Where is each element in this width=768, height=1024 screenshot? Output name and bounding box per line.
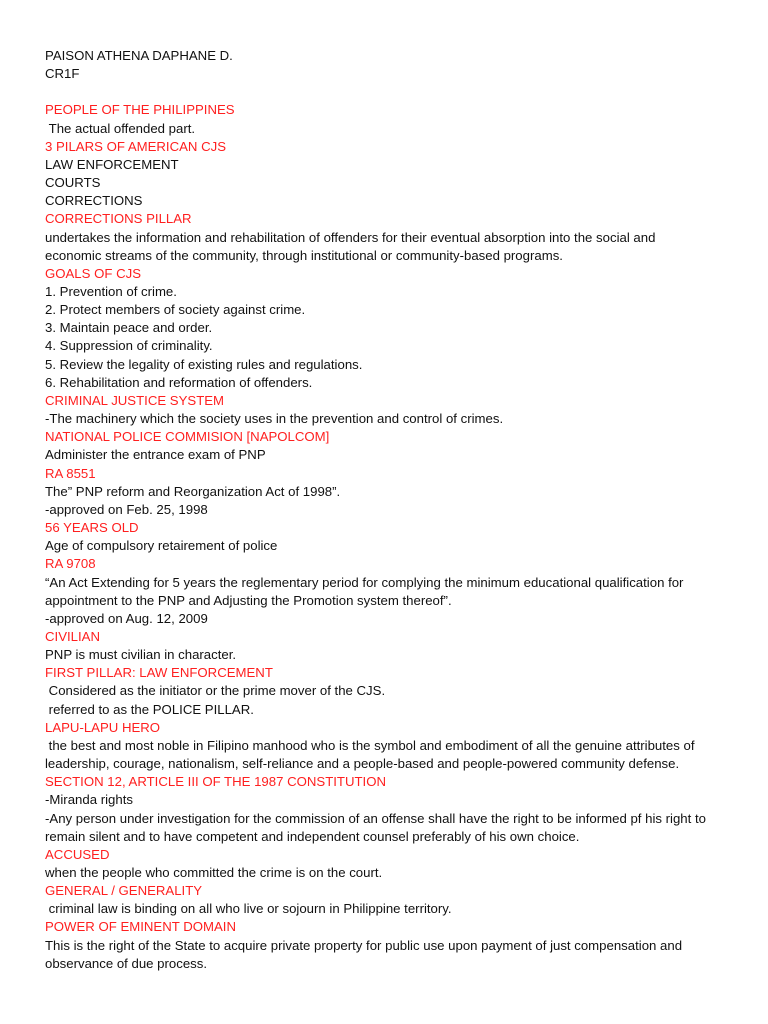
- entry-text-line: leadership, courage, nationalism, self-reliance and a people-based and people-powered community defense.: [45, 756, 680, 772]
- entry: [45, 138, 745, 211]
- entry-text-line: criminal law is binding on all who live or sojourn in Philippine territory.: [45, 901, 452, 917]
- document-page: [45, 47, 745, 973]
- entry-text-line: CORRECTIONS: [45, 193, 143, 209]
- entry-text-line: economic streams of the community, through institutional or community-based programs.: [45, 247, 563, 263]
- entry-heading: LAPU-LAPU HERO: [45, 719, 161, 735]
- entry: [45, 555, 745, 628]
- entry-text-line: appointment to the PNP and Adjusting the Promotion system thereof”.: [45, 592, 452, 608]
- entry-text-line: 1. Prevention of crime.: [45, 284, 177, 300]
- entry: [45, 846, 745, 882]
- entry: [45, 210, 745, 264]
- entry-text-line: -The machinery which the society uses in the prevention and control of crimes.: [45, 411, 504, 427]
- entry-heading: GOALS OF CJS: [45, 265, 141, 281]
- entry-text-line: The actual offended part.: [45, 120, 196, 136]
- entry-heading: 56 YEARS OLD: [45, 520, 139, 536]
- entry-text-line: observance of due process.: [45, 955, 208, 971]
- entry-heading: POWER OF EMINENT DOMAIN: [45, 919, 236, 935]
- entry-heading: GENERAL / GENERALITY: [45, 883, 203, 899]
- entry-text-line: PNP is must civilian in character.: [45, 647, 237, 663]
- entry-heading: RA 9708: [45, 556, 96, 572]
- entry: [45, 465, 745, 519]
- entry-text-line: This is the right of the State to acquire private property for public use upon payment of just compensation and: [45, 937, 683, 953]
- entry-text-line: -approved on Feb. 25, 1998: [45, 501, 208, 517]
- entry-text-line: The” PNP reform and Reorganization Act of 1998”.: [45, 483, 341, 499]
- entry-text-line: 2. Protect members of society against crime.: [45, 302, 306, 318]
- entry: [45, 428, 745, 464]
- entry-heading: 3 PILARS OF AMERICAN CJS: [45, 138, 227, 154]
- entry-heading: RA 8551: [45, 465, 96, 481]
- entry-text-line: 4. Suppression of criminality.: [45, 338, 213, 354]
- entry-text-line: “An Act Extending for 5 years the reglementary period for complying the minimum educational qualification for: [45, 574, 684, 590]
- entry-text-line: Considered as the initiator or the prime mover of the CJS.: [45, 683, 386, 699]
- entry: [45, 882, 745, 918]
- entry-text-line: remain silent and to have competent and independent counsel preferably of his own choice.: [45, 828, 580, 844]
- entry-text-line: -Miranda rights: [45, 792, 133, 808]
- author-section: CR1F: [45, 66, 80, 82]
- entry-heading: FIRST PILLAR: LAW ENFORCEMENT: [45, 665, 273, 681]
- entry-text-line: the best and most noble in Filipino manhood who is the symbol and embodiment of all the genuine attributes of: [45, 737, 695, 753]
- entry-heading: SECTION 12, ARTICLE III OF THE 1987 CONSTITUTION: [45, 774, 387, 790]
- entry: [45, 265, 745, 392]
- entry: [45, 392, 745, 428]
- entry-heading: CRIMINAL JUSTICE SYSTEM: [45, 392, 225, 408]
- entry: [45, 773, 745, 846]
- entry-heading: NATIONAL POLICE COMMISION [NAPOLCOM]: [45, 429, 330, 445]
- entry-text-line: referred to as the POLICE PILLAR.: [45, 701, 254, 717]
- author-name: PAISON ATHENA DAPHANE D.: [45, 48, 233, 63]
- entry: [45, 719, 745, 773]
- entry: [45, 918, 745, 972]
- entry: [45, 664, 745, 718]
- entry-text-line: COURTS: [45, 175, 101, 191]
- entry-heading: ACCUSED: [45, 846, 110, 862]
- entry: [45, 519, 745, 555]
- spacer: [45, 83, 745, 101]
- entry-heading: CORRECTIONS PILLAR: [45, 211, 192, 227]
- entry: [45, 101, 745, 137]
- entry-text-line: -Any person under investigation for the commission of an offense shall have the right to be informed pf his right to: [45, 810, 706, 826]
- entry-text-line: when the people who committed the crime is on the court.: [45, 865, 383, 881]
- entries-list: [45, 101, 745, 973]
- entry-text-line: 5. Review the legality of existing rules and regulations.: [45, 356, 363, 372]
- entry-text-line: Administer the entrance exam of PNP: [45, 447, 266, 463]
- entry-text-line: Age of compulsory retairement of police: [45, 538, 278, 554]
- entry-heading: PEOPLE OF THE PHILIPPINES: [45, 102, 235, 118]
- entry-heading: CIVILIAN: [45, 628, 100, 644]
- entry: [45, 628, 745, 664]
- entry-text-line: 3. Maintain peace and order.: [45, 320, 213, 336]
- entry-text-line: LAW ENFORCEMENT: [45, 156, 179, 172]
- entry-text-line: undertakes the information and rehabilitation of offenders for their eventual absorption into the social and: [45, 229, 656, 245]
- entry-text-line: -approved on Aug. 12, 2009: [45, 610, 208, 626]
- entry-text-line: 6. Rehabilitation and reformation of offenders.: [45, 374, 313, 390]
